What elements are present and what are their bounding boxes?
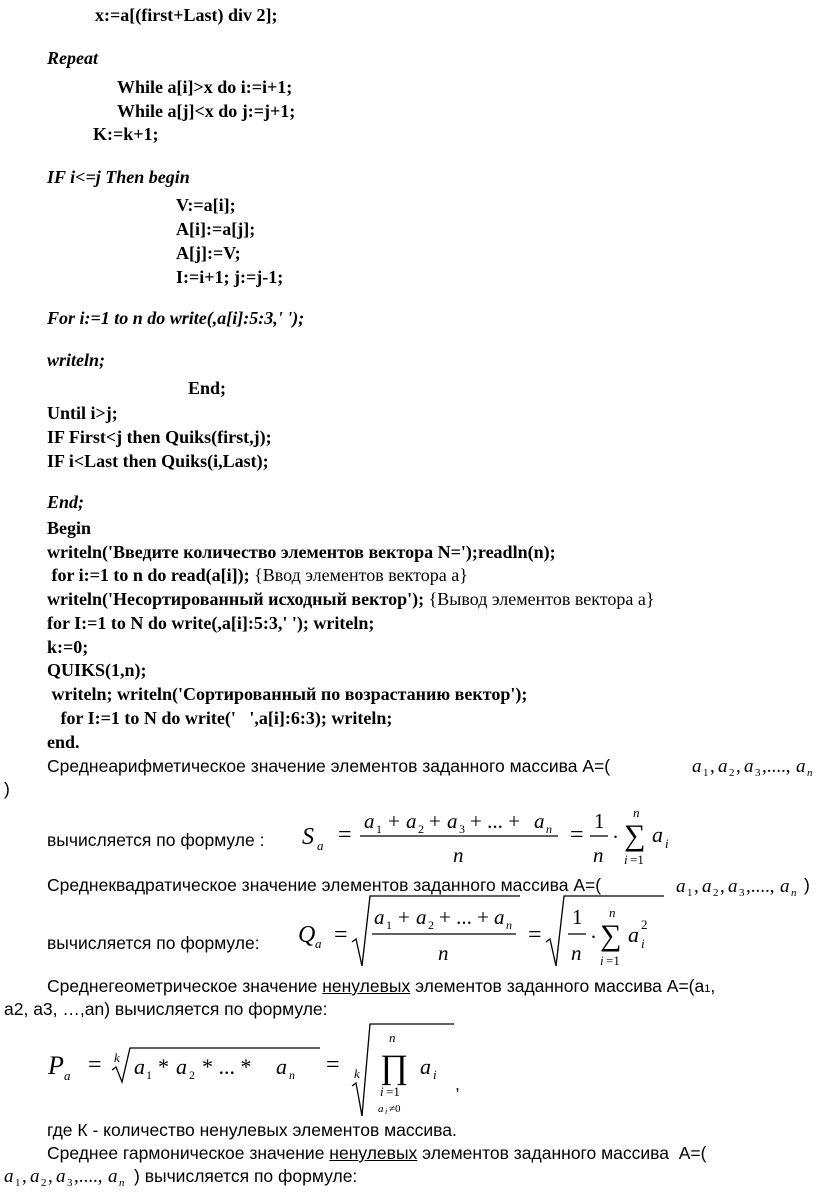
svg-text:+: + [429, 809, 441, 833]
code-line: for I:=1 to N do write(,a[i]:5:3,' '); writeln; [47, 613, 375, 633]
code-line: for I:=1 to N do write(' ',a[i]:6:3); writeln; [47, 708, 393, 728]
code-line: Begin [47, 518, 92, 538]
code-line: writeln('Введите количество элементов вектора N=');readln(n); [47, 542, 556, 562]
svg-text:=: = [528, 922, 542, 948]
code-line: I:=i+1; j:=j-1; [176, 267, 284, 287]
svg-text:n: n [633, 805, 640, 820]
subscript: 1 [704, 983, 711, 995]
svg-text:n: n [438, 941, 449, 965]
code-line: While a[i]>x do i:=i+1; [117, 77, 293, 97]
svg-text:* ... *: * ... * [202, 1054, 252, 1079]
svg-text:,: , [22, 1166, 27, 1187]
code-line: x:=a[(first+Last) div 2]; [95, 5, 278, 25]
svg-text:S: S [302, 824, 314, 850]
svg-text:=1: =1 [606, 953, 620, 968]
svg-text:,: , [48, 1166, 53, 1187]
code-line: IF i<Last then Quiks(i,Last); [47, 451, 269, 471]
paragraph-text: Среднее гармоническое значение [47, 1143, 330, 1163]
svg-text:,....,: ,...., [74, 1166, 103, 1187]
svg-text:n: n [289, 1068, 295, 1082]
svg-text:,....,: ,...., [746, 876, 775, 897]
svg-text:1: 1 [15, 1177, 21, 1189]
paragraph-quadratic: Среднеквадратическое значение элементов заданного массива A=( [47, 875, 602, 895]
code-comment: {Ввод элементов вектора a} [254, 565, 468, 585]
code-line [47, 588, 655, 610]
code-line: Until i>j; [47, 403, 118, 423]
svg-text:a: a [718, 756, 728, 777]
svg-text:i: i [385, 1107, 388, 1116]
svg-text:P: P [48, 1051, 64, 1080]
svg-text:a: a [447, 809, 458, 833]
paragraph-text: элементов заданного массива A=(a [410, 976, 705, 996]
svg-text:a: a [134, 1054, 145, 1079]
svg-text:i: i [600, 953, 604, 968]
svg-text:k: k [114, 1050, 120, 1065]
svg-text:·: · [590, 925, 597, 949]
svg-text:2: 2 [41, 1177, 47, 1189]
code-line: A[i]:=a[j]; [176, 219, 256, 239]
svg-text:=: = [88, 1052, 102, 1078]
svg-text:n: n [791, 887, 797, 899]
svg-text:a: a [317, 838, 324, 853]
svg-text:a: a [416, 905, 427, 929]
svg-text:*: * [158, 1054, 169, 1079]
paragraph-text: , [710, 976, 716, 996]
code-line: Repeat [47, 48, 98, 68]
svg-text:≠0: ≠0 [389, 1103, 401, 1115]
svg-text:a: a [378, 1103, 384, 1115]
svg-text:·: · [612, 825, 619, 849]
paragraph-text: , [455, 1074, 460, 1094]
svg-text:=: = [570, 822, 584, 848]
code-line: writeln; writeln('Сортированный по возрастанию вектор'); [47, 684, 528, 704]
underlined-text: ненулевых [322, 976, 411, 996]
code-line: End; [47, 492, 85, 512]
svg-text:a: a [406, 809, 417, 833]
paragraph-text: где К - количество ненулевых элементов массива. [47, 1120, 457, 1140]
paragraph-text: Среднегеометрическое значение [47, 976, 323, 996]
svg-text:a: a [64, 1068, 71, 1083]
svg-text:i: i [624, 852, 628, 867]
sequence-formula [674, 870, 802, 900]
svg-text:a: a [374, 905, 385, 929]
svg-text:=: = [334, 922, 348, 948]
svg-text:a: a [315, 936, 322, 951]
code-line [47, 564, 468, 586]
svg-text:a: a [4, 1166, 14, 1187]
svg-text:=: = [338, 822, 352, 848]
paragraph-harmonic [47, 1142, 706, 1164]
svg-text:n: n [119, 1177, 125, 1189]
svg-text:a: a [692, 756, 702, 777]
svg-text:+: + [388, 809, 400, 833]
code-line: writeln; [47, 350, 106, 370]
svg-text:a: a [30, 1166, 40, 1187]
svg-text:a: a [702, 876, 712, 897]
svg-text:2: 2 [428, 918, 434, 932]
svg-text:Q: Q [298, 922, 316, 948]
svg-text:n: n [506, 918, 512, 932]
svg-text:,: , [710, 756, 715, 777]
svg-text:,: , [736, 756, 741, 777]
sequence-formula [690, 750, 816, 780]
svg-text:k: k [354, 1066, 360, 1081]
svg-text:n: n [807, 767, 813, 779]
svg-text:a: a [744, 756, 754, 777]
sequence-formula [2, 1160, 130, 1190]
paragraph-text: ) вычисляется по формуле: [134, 1166, 358, 1186]
code-line: IF i<=j Then begin [47, 167, 190, 187]
arithmetic-mean-formula [296, 802, 696, 874]
svg-text:a: a [420, 1054, 431, 1079]
code-line: K:=k+1; [93, 124, 159, 144]
code-text: writeln('Несортированный исходный вектор'); [47, 589, 425, 609]
paragraph-text: a2, a3, …,an) вычисляется по формуле: [4, 999, 328, 1019]
svg-text:n: n [571, 941, 582, 965]
svg-text:2: 2 [189, 1068, 195, 1082]
svg-text:3: 3 [459, 822, 465, 836]
svg-text:1: 1 [687, 887, 693, 899]
svg-text:2: 2 [641, 917, 648, 932]
svg-text:i: i [665, 836, 669, 851]
svg-text:3: 3 [67, 1177, 73, 1189]
paragraph-text: ) [804, 875, 810, 895]
svg-text:i: i [641, 936, 645, 951]
code-line: QUIKS(1,n); [47, 660, 147, 680]
svg-text:a: a [534, 809, 545, 833]
paragraph-arithmetic [47, 755, 610, 777]
formula-lead: вычисляется по формуле: [47, 933, 260, 953]
svg-text:=: = [326, 1052, 340, 1078]
svg-text:,....,: ,...., [762, 756, 791, 777]
svg-text:a: a [364, 809, 375, 833]
svg-text:1: 1 [594, 809, 605, 833]
quadratic-mean-formula [292, 892, 692, 974]
svg-text:2: 2 [418, 822, 424, 836]
code-comment: {Вывод элементов вектора a} [428, 589, 655, 609]
svg-text:a: a [56, 1166, 66, 1187]
svg-text:=1: =1 [386, 1084, 400, 1099]
svg-text:1: 1 [376, 822, 382, 836]
code-line: End; [188, 378, 227, 398]
code-text: for i:=1 to n do read(a[i]); [47, 565, 250, 585]
svg-text:1: 1 [386, 918, 392, 932]
paragraph-text: Среднеарифметическое значение элементов заданного массива A=( [47, 756, 611, 776]
svg-text:n: n [453, 843, 464, 867]
code-line: For i:=1 to n do write(,a[i]:5:3,' '); [47, 308, 305, 328]
svg-text:∑: ∑ [600, 919, 622, 952]
code-line: A[j]:=V; [176, 243, 241, 263]
svg-text:+ ... +: + ... + [439, 905, 489, 929]
svg-text:a: a [652, 822, 663, 847]
svg-text:a: a [494, 905, 505, 929]
svg-text:,: , [694, 876, 699, 897]
svg-text:n: n [546, 822, 552, 836]
svg-text:a: a [628, 922, 639, 947]
code-line: While a[j]<x do j:=j+1; [117, 101, 296, 121]
svg-text:2: 2 [729, 767, 735, 779]
formula-lead: вычисляется по формуле : [47, 830, 265, 850]
svg-text:1: 1 [703, 767, 709, 779]
svg-text:∑: ∑ [624, 819, 646, 852]
svg-text:=1: =1 [630, 852, 644, 867]
svg-text:a: a [780, 876, 790, 897]
svg-text:a: a [676, 876, 686, 897]
svg-text:1: 1 [572, 905, 583, 929]
svg-text:a: a [276, 1054, 287, 1079]
svg-text:a: a [796, 756, 806, 777]
svg-text:a: a [176, 1054, 187, 1079]
code-line: k:=0; [47, 637, 89, 657]
svg-text:a: a [108, 1166, 118, 1187]
underlined-text: ненулевых [329, 1143, 418, 1163]
svg-text:3: 3 [739, 887, 745, 899]
code-line: IF First<j then Quiks(first,j); [47, 427, 272, 447]
svg-text:i: i [380, 1084, 384, 1099]
svg-text:n: n [593, 843, 604, 867]
svg-text:2: 2 [713, 887, 719, 899]
svg-text:+ ... +: + ... + [470, 809, 520, 833]
svg-text:,: , [720, 876, 725, 897]
paragraph-geometric [47, 975, 715, 1000]
paragraph-text: элементов заданного массива A=( [417, 1143, 707, 1163]
geometric-mean-formula [44, 1022, 464, 1118]
code-line: V:=a[i]; [176, 195, 236, 215]
svg-text:n: n [389, 1030, 396, 1045]
code-line: end. [47, 732, 80, 752]
svg-text:n: n [609, 905, 616, 920]
svg-text:i: i [433, 1067, 437, 1082]
svg-text:1: 1 [146, 1068, 152, 1082]
svg-text:a: a [728, 876, 738, 897]
paragraph-text: ) [4, 779, 10, 799]
svg-text:∏: ∏ [380, 1049, 408, 1086]
svg-text:3: 3 [755, 767, 761, 779]
svg-text:+: + [398, 905, 410, 929]
